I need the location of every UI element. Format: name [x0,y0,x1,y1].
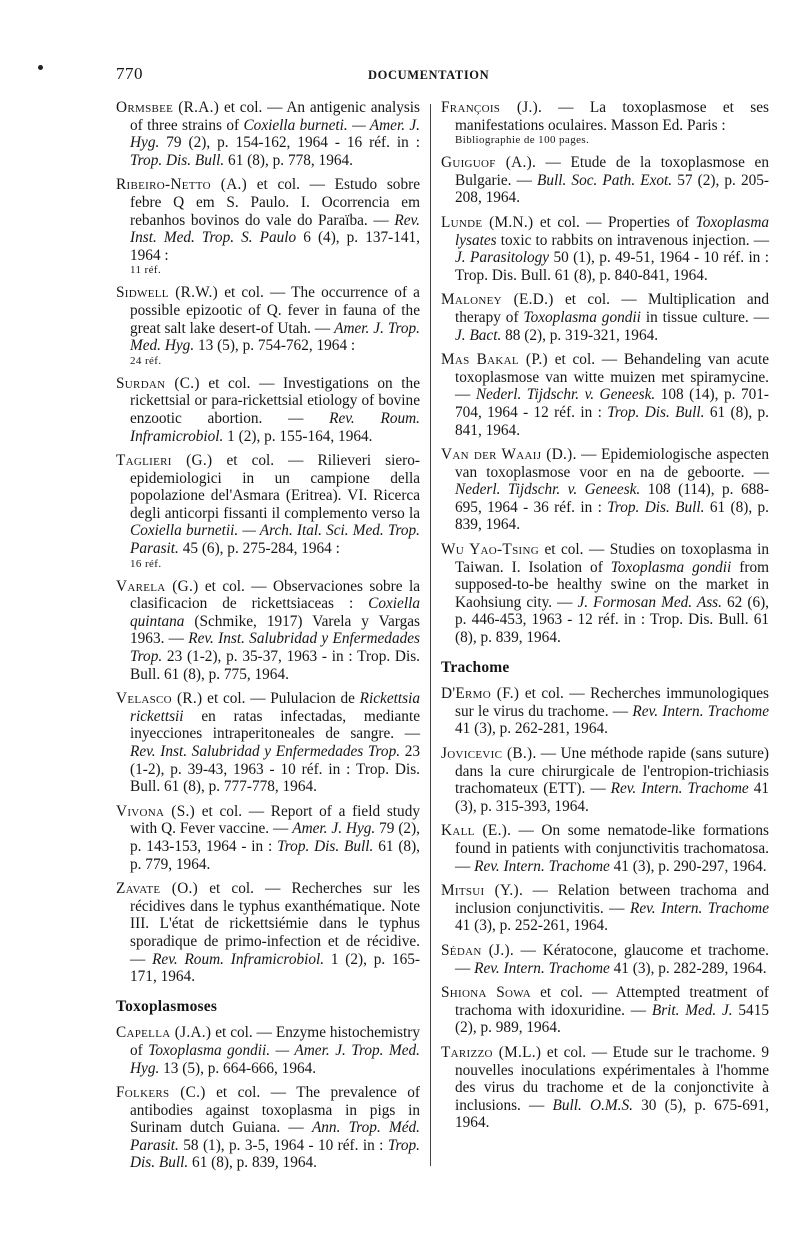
bibliography-entry [116,375,420,445]
left-column [116,99,420,1179]
entry-author: Lunde (M.N.) [441,213,534,231]
entry-journal: Rev. Intern. Trachome [629,899,769,917]
entry-author: Taglieri (G.) [116,452,213,470]
bibliography-entry [116,1084,420,1172]
bibliography-entry [116,690,420,796]
entry-journal: Rev. Intern. Trachome [610,780,749,798]
entry-journal: Toxoplasma gondii. — Amer. J. Trop. Med. Hyg. [130,1041,420,1077]
entry-reference: 61 (8), p. 839, 1964. [455,498,769,534]
entry-source: Rev. Inst. Salubridad y Enfermedades Trop. [130,630,420,666]
bibliography-entry [441,745,769,815]
entry-author: Velasco (R.) [116,690,203,708]
entry-details: 41 (3), p. 262-281, 1964. [455,720,608,738]
entry-journal: Rev. Inst. Med. Trop. S. Paulo [130,211,420,247]
entry-title: . — Etude de la toxoplasmose en Bulgarie. — [455,154,769,189]
entry-details: 6 (4), p. 137-141, 1964 : [130,229,420,264]
entry-author: Jovicevic (B.) [441,745,533,762]
right-column [441,99,769,1139]
entry-source: Trop. Dis. Bull. [607,498,705,516]
entry-title: et col. — Recherches immunologiques sur le virus du trachome. — [455,685,769,720]
bibliography-entry [441,685,769,738]
entry-author: François (J.) [441,99,539,116]
entry-title: et col. — The prevalence of antibodies against toxoplasma in pigs in Surinam dutch Guiana. — [130,1084,421,1137]
entry-author: Zavate (O.) [116,880,199,898]
entry-title: . — Relation between trachoma and inclusion conjunctivitis. — [455,882,770,917]
entry-title: et col. — The occurrence of a possible epizootic of Q. fever in fauna of the great salt lake desert-of Utah. — [130,284,420,337]
entry-journal: Coxiella quintana [130,595,420,630]
entry-reference: 61 (8), p. 778, 1964. [224,151,353,169]
entry-author: Mitsui (Y.) [441,882,519,900]
entry-journal: Coxiella burnetii. — Arch. Ital. Sci. Med. Trop. Parasit. [130,522,420,558]
entry-note: 16 réf. [130,557,162,570]
entry-journal: Amer. J. Hyg. [292,820,376,838]
section-heading: Toxoplasmoses [116,997,218,1015]
entry-author: Folkers (C.) [116,1084,206,1102]
entry-journal: Nederl. Tijdschr. v. Geneesk. [455,481,641,499]
bibliography-entry [116,452,420,571]
entry-title: et col. — Etude sur le trachome. 9 nouvelles inoculations expérimentales à l'homme des virus du trachome et de la conjonctivite à inclusions. — [455,1043,769,1114]
entry-title: et col. — Observaciones sobre la clasificacion de rickettsiaceas : [130,577,420,613]
bibliography-entry [116,176,420,277]
entry-note: 24 réf. [130,354,162,367]
entry-details: from supposed-to-be healthy swine on the market in Kaohsiung city. — [455,558,769,611]
entry-details: 79 (2), p. 143-153, 1964 - in : [130,820,420,855]
entry-title: et col. — Behandeling van acute toxoplasmose van witte muizen met spiramycine. — [455,351,769,404]
entry-journal: Rickettsia rickettsii [130,690,420,725]
entry-journal: Toxoplasma lysates [455,213,770,249]
bibliography-entry [441,154,769,207]
entry-reference: 62 (6), p. 446-453, 1963 - 12 réf. in : Trop. Dis. Bull. 61 (8), p. 839, 1964. [455,593,770,647]
entry-source: Trop. Dis. Bull. [607,403,705,421]
bibliography-entry [441,541,769,647]
entry-source: Trop. Dis. Bull. [130,151,225,169]
entry-author: Sidwell (R.W.) [116,284,219,302]
bibliography-entry [116,803,420,873]
entry-details: en ratas infectadas, mediante inyecciones intraperitoneales de sangre. — [130,707,420,743]
entry-author: D'Ermo (F.) [441,685,520,703]
entry-title: et col. — Investigations on the rickettsial or para-rickettsial etiology of bovine enzootic abortion. — [130,374,420,427]
bibliography-entry [116,578,420,684]
entry-reference: 61 (8), p. 841, 1964. [455,403,769,439]
entry-title: et col. — Enzyme histochemistry of [130,1024,420,1059]
entry-journal: Toxoplasma gondii [523,308,641,326]
entry-details: (Schmike, 1917) Varela y Vargas 1963. — [130,612,420,648]
entry-title: et col. — An antigenic analysis of three strains of [130,99,420,134]
bibliography-entry [441,984,769,1037]
entry-source: J. Bact. [455,326,502,344]
entry-journal: Amer. J. Trop. Med. Hyg. [130,319,420,355]
entry-journal: Rev. Roum. Inframicrobiol. [130,409,421,445]
bibliography-entry [441,351,769,439]
entry-details: in tissue culture. — [640,308,769,326]
entry-journal: Bull. Soc. Path. Exot. [537,171,673,189]
entry-journal: Rev. Intern. Trachome [474,959,610,977]
bibliography-entry [441,942,769,977]
entry-author: Kall (E.) [441,822,508,840]
entry-author: Shiona Sowa [441,984,531,1002]
entry-title: et col. — Pululacion de [202,690,360,708]
entry-note: 11 réf. [130,264,162,277]
bibliography-entry [116,284,420,367]
entry-reference: 61 (8), p. 779, 1964. [130,837,420,873]
running-head: DOCUMENTATION [368,68,490,82]
entry-details: 41 (3), p. 252-261, 1964. [455,917,608,935]
entry-journal: Rev. Intern. Trachome [474,857,610,875]
entry-details: 1 (2), p. 165-171, 1964. [130,950,421,986]
margin-dot [38,65,43,70]
bibliography-entry [116,880,420,986]
entry-title: . — La toxoplasmose et ses manifestations oculaires. Masson Ed. Paris : [455,99,769,134]
entry-author: Wu Yao-Tsing [441,541,539,559]
bibliography-entry [116,1024,420,1077]
entry-title: et col. — Attempted treatment of trachoma with idoxuridine. — [455,984,769,1019]
entry-details: 41 (3), p. 290-297, 1964. [609,857,767,875]
bibliography-entry [441,214,769,284]
entry-author: Van der Waaij (D.) [441,446,573,464]
entry-details: 41 (3), p. 282-289, 1964. [609,959,767,977]
bibliography-entry [116,99,420,169]
entry-journal: Bull. O.M.S. [552,1096,633,1114]
entry-author: Varela (G.) [116,577,199,595]
bibliography-entry [441,446,769,534]
entry-details: 5415 (2), p. 989, 1964. [455,1001,770,1037]
entry-title: et col. — Properties of [533,213,696,231]
entry-author: Ribeiro-Netto (A.) [116,176,248,194]
entry-source: Rev. Inst. Salubridad y Enfermedades Trop. [130,743,401,760]
entry-author: Vivona (S.) [116,802,196,820]
entry-title: et col. — Estudo sobre febre Q em S. Paulo. I. Ocorrencia em rebanhos bovinos do vale do Paraïba. — [130,176,420,229]
entry-journal: Rev. Roum. Inframicrobiol. [152,950,325,968]
bibliography-entry [441,822,769,875]
entry-journal: Ann. Trop. Méd. Parasit. [130,1119,420,1154]
entry-details: 13 (5), p. 754-762, 1964 : [194,337,356,355]
section-heading: Trachome [441,658,510,676]
entry-author: Tarizzo (M.L.) [441,1043,542,1061]
entry-title: et col. — Recherches sur les récidives dans le typhus exanthématique. Note III. L'état de rickettsiémie dans le typhus sporadique de primo-infection et de récidive. — [130,880,420,968]
page-number: 770 [116,64,143,83]
entry-author: Surdan (C.) [116,374,200,392]
bibliography-entry [441,1044,769,1132]
entry-details: 13 (5), p. 664-666, 1964. [159,1059,317,1077]
entry-journal: Nederl. Tijdschr. v. Geneesk. [475,386,656,404]
entry-details: 108 (114), p. 688-695, 1964 - 36 réf. in : [455,481,769,516]
entry-journal: Brit. Med. J. [651,1001,733,1019]
entry-title: et col. — Report of a field study with Q. Fever vaccine. — [130,802,420,838]
entry-source: Trop. Dis. Bull. [277,837,374,855]
entry-details: toxic to rabbits on intravenous injection. — [496,231,769,249]
entry-title: . — Epidemiologische aspecten van toxoplasmose voor en na de geboorte. — [455,446,769,481]
bibliography-entry [441,882,769,935]
entry-note: Bibliographie de 100 pages. [455,134,590,147]
entry-title: et col. — Multiplication and therapy of [455,291,769,326]
entry-reference: 61 (8), p. 839, 1964. [188,1154,317,1172]
entry-author: Sédan (J.) [441,941,510,959]
entry-source: J. Parasitology [455,249,550,267]
column-rule [430,104,431,1166]
entry-title: et col. — Rilieveri siero-epidemiologici in un campione della popolazione del'Asmara (Eritrea). VI. Ricerca degli anticorpi fissanti il complemento verso la [130,452,420,522]
entry-details: 1 (2), p. 155-164, 1964. [223,427,373,445]
entry-author: Mas Bakal (P.) [441,351,548,369]
entry-author: Maloney (E.D.) [441,291,554,309]
entry-source: Trop. Dis. Bull. [130,1136,420,1172]
entry-reference: 88 (2), p. 319-321, 1964. [501,326,659,344]
entry-title: et col. — Studies on toxoplasma in Taiwan. I. Isolation of [455,541,769,576]
entry-reference: 23 (1-2), p. 35-37, 1963 - in : Trop. Dis. Bull. 61 (8), p. 775, 1964. [130,648,420,683]
entry-details: 30 (5), p. 675-691, 1964. [455,1096,769,1132]
entry-journal: Rev. Intern. Trachome [632,702,769,720]
entry-title: . — Une méthode rapide (sans suture) dans la cure chirurgicale de l'entropion-trichiasis trachomateux (ETT). — [455,745,770,798]
entry-details: 41 (3), p. 315-393, 1964. [455,780,770,815]
entry-author: Ormsbee (R.A.) [116,99,220,116]
entry-title: . — Kératocone, glaucome et trachome. — [455,941,769,977]
entry-details: 57 (2), p. 205-208, 1964. [455,171,769,207]
entry-journal: Coxiella burneti. — Amer. J. Hyg. [130,116,421,152]
entry-reference: 23 (1-2), p. 39-43, 1963 - 10 réf. in : Trop. Dis. Bull. 61 (8), p. 777-778, 1964. [130,743,421,796]
entry-title: . — On some nematode-like formations found in patients with conjunctivitis trachomatosa. — [455,822,769,875]
entry-author: Guiguof (A.) [441,154,532,172]
entry-details: 108 (14), p. 701-704, 1964 - 12 réf. in : [455,386,769,421]
bibliography-entry [441,291,769,344]
bibliography-entry [441,99,769,147]
entry-journal: Toxoplasma gondii [610,558,732,576]
entry-source: J. Formosan Med. Ass. [577,593,722,611]
entry-details: 58 (1), p. 3-5, 1964 - 10 réf. in : [178,1136,388,1154]
entry-reference: 50 (1), p. 49-51, 1964 - 10 réf. in : Trop. Dis. Bull. 61 (8), p. 840-841, 1964. [455,249,769,284]
entry-details: 79 (2), p. 154-162, 1964 - 16 réf. in : [159,134,420,152]
entry-author: Capella (J.A.) [116,1024,212,1042]
entry-details: 45 (6), p. 275-284, 1964 : [178,540,340,558]
